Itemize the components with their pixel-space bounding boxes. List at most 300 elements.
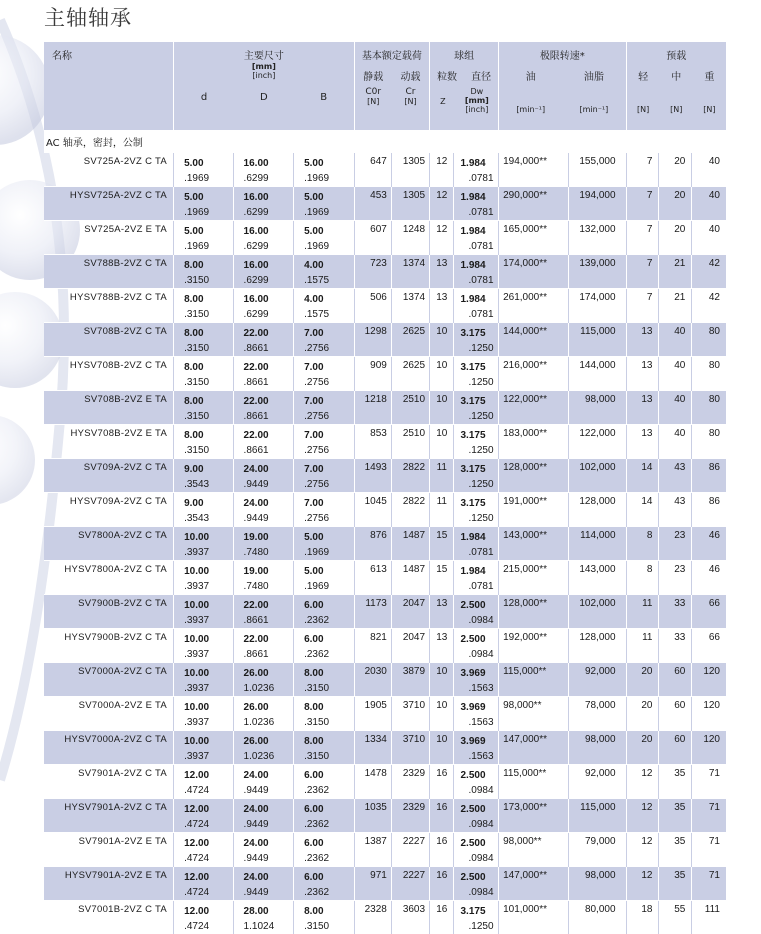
cell-preload-heavy: 80 xyxy=(692,323,726,357)
cell-bearing-name: SV7900B-2VZ C TA xyxy=(44,595,174,629)
cell-B: 7.00 .2756 xyxy=(294,323,355,357)
cell-preload-medium: 21 xyxy=(659,289,692,323)
header-dynamic: 动载 xyxy=(392,68,429,83)
cell-preload-medium: 20 xyxy=(659,187,692,221)
cell-preload-medium: 35 xyxy=(659,833,692,867)
cell-d: 9.00 .3543 xyxy=(174,493,233,527)
cell-speed-oil: 144,000** xyxy=(499,323,569,357)
cell-c0r: 1387 xyxy=(354,833,391,867)
cell-d: 8.00 .3150 xyxy=(174,323,233,357)
cell-dw: 1.984 .0781 xyxy=(454,561,499,595)
header-main-dimensions: 主要尺寸 [mm] [inch] d D B xyxy=(174,42,355,130)
cell-speed-grease: 92,000 xyxy=(569,765,626,799)
cell-preload-light: 13 xyxy=(626,357,659,391)
cell-preload-light: 20 xyxy=(626,663,659,697)
cell-cr: 1248 xyxy=(391,221,429,255)
header-grease: 油脂 xyxy=(562,68,625,83)
header-load-rating: 基本额定载荷 静载 动载 C0r Cr [N] [N] xyxy=(354,42,429,130)
cell-bearing-name: SV709A-2VZ C TA xyxy=(44,459,174,493)
cell-preload-heavy: 120 xyxy=(692,663,726,697)
cell-dw: 3.175 .1250 xyxy=(454,425,499,459)
table-row xyxy=(44,187,726,221)
cell-B: 8.00 .3150 xyxy=(294,731,355,765)
cell-cr: 2047 xyxy=(391,595,429,629)
cell-d: 10.00 .3937 xyxy=(174,731,233,765)
table-row xyxy=(44,493,726,527)
cell-speed-oil: 128,000** xyxy=(499,595,569,629)
cell-B: 5.00 .1969 xyxy=(294,221,355,255)
cell-dw: 2.500 .0984 xyxy=(454,765,499,799)
cell-bearing-name: HYSV7800A-2VZ C TA xyxy=(44,561,174,595)
cell-speed-oil: 191,000** xyxy=(499,493,569,527)
table-row xyxy=(44,697,726,731)
table-row xyxy=(44,799,726,833)
cell-z: 16 xyxy=(430,867,454,901)
cell-dw: 2.500 .0984 xyxy=(454,867,499,901)
cell-D: 26.00 1.0236 xyxy=(233,731,294,765)
cell-bearing-name: HYSV7901A-2VZ C TA xyxy=(44,799,174,833)
table-row xyxy=(44,527,726,561)
cell-bearing-name: SV7000A-2VZ C TA xyxy=(44,663,174,697)
cell-z: 16 xyxy=(430,901,454,934)
cell-z: 12 xyxy=(430,153,454,187)
cell-speed-grease: 80,000 xyxy=(569,901,626,934)
cell-speed-grease: 194,000 xyxy=(569,187,626,221)
cell-D: 16.00 .6299 xyxy=(233,289,294,323)
cell-bearing-name: HYSV708B-2VZ C TA xyxy=(44,357,174,391)
cell-z: 10 xyxy=(430,391,454,425)
header-static: 静载 xyxy=(355,68,392,83)
cell-preload-light: 12 xyxy=(626,833,659,867)
cell-c0r: 853 xyxy=(354,425,391,459)
cell-d: 10.00 .3937 xyxy=(174,697,233,731)
cell-d: 12.00 .4724 xyxy=(174,799,233,833)
cell-B: 5.00 .1969 xyxy=(294,153,355,187)
cell-preload-light: 7 xyxy=(626,187,659,221)
cell-speed-grease: 132,000 xyxy=(569,221,626,255)
cell-z: 15 xyxy=(430,561,454,595)
cell-speed-oil: 261,000** xyxy=(499,289,569,323)
header-oil: 油 xyxy=(499,68,562,83)
category-row xyxy=(44,130,726,153)
header-cr: Cr xyxy=(392,87,429,97)
cell-z: 10 xyxy=(430,357,454,391)
cell-z: 12 xyxy=(430,221,454,255)
cell-d: 8.00 .3150 xyxy=(174,391,233,425)
cell-cr: 3879 xyxy=(391,663,429,697)
cell-dw: 3.175 .1250 xyxy=(454,391,499,425)
cell-speed-grease: 122,000 xyxy=(569,425,626,459)
cell-preload-light: 20 xyxy=(626,697,659,731)
header-ball-count: 粒数 xyxy=(430,68,464,83)
cell-D: 22.00 .8661 xyxy=(233,357,294,391)
cell-c0r: 821 xyxy=(354,629,391,663)
cell-d: 8.00 .3150 xyxy=(174,357,233,391)
cell-preload-light: 7 xyxy=(626,289,659,323)
cell-dw: 3.969 .1563 xyxy=(454,731,499,765)
cell-preload-heavy: 40 xyxy=(692,221,726,255)
cell-preload-light: 11 xyxy=(626,595,659,629)
cell-speed-grease: 115,000 xyxy=(569,323,626,357)
cell-z: 13 xyxy=(430,289,454,323)
cell-preload-heavy: 40 xyxy=(692,153,726,187)
cell-c0r: 647 xyxy=(354,153,391,187)
cell-z: 15 xyxy=(430,527,454,561)
cell-preload-light: 12 xyxy=(626,765,659,799)
cell-preload-heavy: 71 xyxy=(692,765,726,799)
cell-cr: 2329 xyxy=(391,799,429,833)
cell-z: 10 xyxy=(430,697,454,731)
cell-preload-medium: 33 xyxy=(659,629,692,663)
cell-preload-light: 13 xyxy=(626,323,659,357)
cell-D: 22.00 .8661 xyxy=(233,323,294,357)
cell-B: 6.00 .2362 xyxy=(294,833,355,867)
cell-preload-heavy: 42 xyxy=(692,255,726,289)
cell-cr: 1487 xyxy=(391,527,429,561)
cell-c0r: 607 xyxy=(354,221,391,255)
header-heavy: 重 xyxy=(693,68,726,83)
cell-preload-light: 14 xyxy=(626,493,659,527)
cell-B: 8.00 .3150 xyxy=(294,697,355,731)
cell-bearing-name: HYSV7901A-2VZ E TA xyxy=(44,867,174,901)
cell-preload-light: 14 xyxy=(626,459,659,493)
table-header-row xyxy=(44,42,726,130)
cell-bearing-name: HYSV7000A-2VZ C TA xyxy=(44,731,174,765)
cell-dw: 3.969 .1563 xyxy=(454,697,499,731)
cell-preload-heavy: 66 xyxy=(692,629,726,663)
cell-z: 13 xyxy=(430,255,454,289)
cell-preload-heavy: 66 xyxy=(692,595,726,629)
table-row xyxy=(44,323,726,357)
cell-speed-oil: 143,000** xyxy=(499,527,569,561)
cell-dw: 1.984 .0781 xyxy=(454,255,499,289)
cell-dw: 1.984 .0781 xyxy=(454,289,499,323)
cell-cr: 2510 xyxy=(391,425,429,459)
cell-speed-grease: 78,000 xyxy=(569,697,626,731)
cell-bearing-name: HYSV708B-2VZ E TA xyxy=(44,425,174,459)
table-row xyxy=(44,391,726,425)
cell-cr: 2822 xyxy=(391,459,429,493)
cell-d: 10.00 .3937 xyxy=(174,629,233,663)
cell-D: 26.00 1.0236 xyxy=(233,697,294,731)
cell-preload-heavy: 80 xyxy=(692,357,726,391)
cell-speed-grease: 79,000 xyxy=(569,833,626,867)
bearing-spec-table xyxy=(44,42,726,934)
table-row xyxy=(44,357,726,391)
table-row xyxy=(44,289,726,323)
cell-dw: 2.500 .0984 xyxy=(454,833,499,867)
cell-bearing-name: SV7800A-2VZ C TA xyxy=(44,527,174,561)
cell-bearing-name: SV708B-2VZ C TA xyxy=(44,323,174,357)
cell-z: 10 xyxy=(430,323,454,357)
category-label: AC 轴承，密封，公制 xyxy=(44,130,726,153)
cell-d: 5.00 .1969 xyxy=(174,221,233,255)
cell-cr: 2227 xyxy=(391,867,429,901)
cell-speed-grease: 102,000 xyxy=(569,459,626,493)
table-row xyxy=(44,663,726,697)
cell-cr: 3710 xyxy=(391,731,429,765)
cell-d: 10.00 .3937 xyxy=(174,561,233,595)
cell-speed-oil: 115,000** xyxy=(499,765,569,799)
cell-c0r: 971 xyxy=(354,867,391,901)
header-col-D: D xyxy=(234,92,294,103)
cell-preload-light: 11 xyxy=(626,629,659,663)
cell-speed-oil: 290,000** xyxy=(499,187,569,221)
cell-B: 7.00 .2756 xyxy=(294,425,355,459)
cell-cr: 3603 xyxy=(391,901,429,934)
cell-cr: 2510 xyxy=(391,391,429,425)
header-medium: 中 xyxy=(660,68,693,83)
cell-c0r: 1045 xyxy=(354,493,391,527)
cell-D: 24.00 .9449 xyxy=(233,459,294,493)
cell-z: 16 xyxy=(430,799,454,833)
cell-cr: 3710 xyxy=(391,697,429,731)
cell-D: 16.00 .6299 xyxy=(233,187,294,221)
cell-c0r: 909 xyxy=(354,357,391,391)
cell-d: 12.00 .4724 xyxy=(174,765,233,799)
cell-speed-grease: 144,000 xyxy=(569,357,626,391)
cell-preload-medium: 20 xyxy=(659,153,692,187)
cell-B: 5.00 .1969 xyxy=(294,561,355,595)
cell-preload-light: 13 xyxy=(626,425,659,459)
cell-cr: 2227 xyxy=(391,833,429,867)
header-col-B: B xyxy=(294,92,354,103)
cell-cr: 1374 xyxy=(391,289,429,323)
cell-dw: 2.500 .0984 xyxy=(454,799,499,833)
table-row xyxy=(44,867,726,901)
cell-preload-heavy: 42 xyxy=(692,289,726,323)
cell-cr: 2329 xyxy=(391,765,429,799)
cell-preload-medium: 35 xyxy=(659,867,692,901)
table-row xyxy=(44,901,726,934)
cell-c0r: 1905 xyxy=(354,697,391,731)
cell-D: 16.00 .6299 xyxy=(233,153,294,187)
cell-speed-oil: 128,000** xyxy=(499,459,569,493)
table-row xyxy=(44,595,726,629)
header-preload: 预载 轻 中 重 [N] [N] [N] xyxy=(626,42,726,130)
cell-D: 19.00 .7480 xyxy=(233,527,294,561)
cell-d: 9.00 .3543 xyxy=(174,459,233,493)
cell-B: 5.00 .1969 xyxy=(294,187,355,221)
cell-bearing-name: SV788B-2VZ C TA xyxy=(44,255,174,289)
cell-d: 12.00 .4724 xyxy=(174,901,233,934)
cell-B: 7.00 .2756 xyxy=(294,391,355,425)
cell-speed-oil: 98,000** xyxy=(499,833,569,867)
cell-B: 4.00 .1575 xyxy=(294,289,355,323)
cell-B: 6.00 .2362 xyxy=(294,799,355,833)
cell-speed-grease: 92,000 xyxy=(569,663,626,697)
table-row xyxy=(44,221,726,255)
cell-preload-light: 7 xyxy=(626,255,659,289)
cell-speed-grease: 139,000 xyxy=(569,255,626,289)
cell-preload-medium: 23 xyxy=(659,527,692,561)
cell-preload-heavy: 80 xyxy=(692,391,726,425)
cell-speed-oil: 122,000** xyxy=(499,391,569,425)
cell-dw: 1.984 .0781 xyxy=(454,221,499,255)
cell-preload-heavy: 86 xyxy=(692,459,726,493)
cell-c0r: 2328 xyxy=(354,901,391,934)
table-row xyxy=(44,561,726,595)
cell-B: 7.00 .2756 xyxy=(294,357,355,391)
cell-B: 5.00 .1969 xyxy=(294,527,355,561)
cell-dw: 3.175 .1250 xyxy=(454,323,499,357)
cell-preload-medium: 40 xyxy=(659,425,692,459)
cell-speed-grease: 98,000 xyxy=(569,391,626,425)
cell-preload-medium: 40 xyxy=(659,323,692,357)
cell-c0r: 876 xyxy=(354,527,391,561)
cell-speed-oil: 115,000** xyxy=(499,663,569,697)
table-row xyxy=(44,255,726,289)
cell-z: 12 xyxy=(430,187,454,221)
header-col-d: d xyxy=(174,92,234,103)
cell-z: 10 xyxy=(430,731,454,765)
cell-speed-grease: 102,000 xyxy=(569,595,626,629)
cell-dw: 2.500 .0984 xyxy=(454,595,499,629)
cell-z: 16 xyxy=(430,833,454,867)
cell-preload-medium: 40 xyxy=(659,357,692,391)
cell-bearing-name: SV7001B-2VZ C TA xyxy=(44,901,174,934)
cell-d: 8.00 .3150 xyxy=(174,425,233,459)
cell-speed-oil: 147,000** xyxy=(499,867,569,901)
cell-z: 16 xyxy=(430,765,454,799)
cell-B: 6.00 .2362 xyxy=(294,765,355,799)
cell-preload-heavy: 71 xyxy=(692,799,726,833)
cell-dw: 3.175 .1250 xyxy=(454,459,499,493)
cell-c0r: 1035 xyxy=(354,799,391,833)
cell-d: 5.00 .1969 xyxy=(174,187,233,221)
cell-speed-oil: 215,000** xyxy=(499,561,569,595)
cell-speed-grease: 128,000 xyxy=(569,629,626,663)
cell-speed-grease: 98,000 xyxy=(569,731,626,765)
cell-d: 10.00 .3937 xyxy=(174,663,233,697)
cell-speed-oil: 101,000** xyxy=(499,901,569,934)
cell-D: 22.00 .8661 xyxy=(233,629,294,663)
cell-D: 16.00 .6299 xyxy=(233,221,294,255)
cell-D: 22.00 .8661 xyxy=(233,595,294,629)
cell-cr: 2625 xyxy=(391,357,429,391)
cell-cr: 1305 xyxy=(391,153,429,187)
header-c0r: C0r xyxy=(355,87,392,97)
cell-bearing-name: HYSV725A-2VZ C TA xyxy=(44,187,174,221)
cell-z: 10 xyxy=(430,663,454,697)
cell-c0r: 1493 xyxy=(354,459,391,493)
cell-speed-oil: 147,000** xyxy=(499,731,569,765)
cell-speed-grease: 114,000 xyxy=(569,527,626,561)
cell-cr: 1305 xyxy=(391,187,429,221)
cell-D: 22.00 .8661 xyxy=(233,391,294,425)
cell-c0r: 1478 xyxy=(354,765,391,799)
cell-c0r: 1173 xyxy=(354,595,391,629)
cell-D: 24.00 .9449 xyxy=(233,867,294,901)
cell-c0r: 2030 xyxy=(354,663,391,697)
cell-preload-medium: 35 xyxy=(659,765,692,799)
cell-speed-oil: 192,000** xyxy=(499,629,569,663)
cell-preload-heavy: 120 xyxy=(692,731,726,765)
cell-D: 24.00 .9449 xyxy=(233,765,294,799)
cell-preload-light: 12 xyxy=(626,867,659,901)
cell-preload-heavy: 71 xyxy=(692,867,726,901)
cell-preload-medium: 43 xyxy=(659,459,692,493)
cell-preload-medium: 55 xyxy=(659,901,692,934)
table-row xyxy=(44,833,726,867)
cell-bearing-name: SV7000A-2VZ E TA xyxy=(44,697,174,731)
cell-cr: 1374 xyxy=(391,255,429,289)
cell-c0r: 1334 xyxy=(354,731,391,765)
cell-z: 13 xyxy=(430,629,454,663)
cell-dw: 1.984 .0781 xyxy=(454,527,499,561)
page-title: 主轴轴承 xyxy=(44,2,132,32)
table-row xyxy=(44,425,726,459)
cell-preload-medium: 35 xyxy=(659,799,692,833)
cell-bearing-name: HYSV709A-2VZ C TA xyxy=(44,493,174,527)
cell-preload-heavy: 71 xyxy=(692,833,726,867)
cell-z: 11 xyxy=(430,459,454,493)
cell-preload-medium: 60 xyxy=(659,731,692,765)
cell-preload-light: 18 xyxy=(626,901,659,934)
cell-speed-grease: 115,000 xyxy=(569,799,626,833)
cell-preload-medium: 33 xyxy=(659,595,692,629)
cell-preload-light: 8 xyxy=(626,561,659,595)
cell-preload-medium: 43 xyxy=(659,493,692,527)
cell-c0r: 723 xyxy=(354,255,391,289)
table-row xyxy=(44,459,726,493)
cell-preload-heavy: 80 xyxy=(692,425,726,459)
cell-d: 12.00 .4724 xyxy=(174,867,233,901)
cell-cr: 1487 xyxy=(391,561,429,595)
cell-c0r: 1298 xyxy=(354,323,391,357)
cell-bearing-name: SV7901A-2VZ E TA xyxy=(44,833,174,867)
cell-D: 16.00 .6299 xyxy=(233,255,294,289)
cell-speed-oil: 174,000** xyxy=(499,255,569,289)
cell-D: 26.00 1.0236 xyxy=(233,663,294,697)
cell-D: 28.00 1.1024 xyxy=(233,901,294,934)
cell-B: 7.00 .2756 xyxy=(294,459,355,493)
header-name: 名称 xyxy=(44,42,174,130)
cell-c0r: 613 xyxy=(354,561,391,595)
cell-dw: 3.175 .1250 xyxy=(454,357,499,391)
cell-dw: 3.175 .1250 xyxy=(454,901,499,934)
cell-z: 11 xyxy=(430,493,454,527)
cell-dw: 1.984 .0781 xyxy=(454,187,499,221)
cell-speed-grease: 143,000 xyxy=(569,561,626,595)
cell-dw: 2.500 .0984 xyxy=(454,629,499,663)
cell-preload-light: 8 xyxy=(626,527,659,561)
cell-dw: 3.969 .1563 xyxy=(454,663,499,697)
cell-speed-oil: 183,000** xyxy=(499,425,569,459)
header-light: 轻 xyxy=(627,68,660,83)
cell-B: 4.00 .1575 xyxy=(294,255,355,289)
cell-preload-light: 7 xyxy=(626,221,659,255)
cell-B: 8.00 .3150 xyxy=(294,901,355,934)
cell-B: 8.00 .3150 xyxy=(294,663,355,697)
cell-B: 6.00 .2362 xyxy=(294,595,355,629)
cell-d: 12.00 .4724 xyxy=(174,833,233,867)
cell-preload-heavy: 46 xyxy=(692,561,726,595)
cell-c0r: 1218 xyxy=(354,391,391,425)
cell-bearing-name: HYSV7900B-2VZ C TA xyxy=(44,629,174,663)
cell-preload-heavy: 120 xyxy=(692,697,726,731)
cell-z: 13 xyxy=(430,595,454,629)
cell-d: 8.00 .3150 xyxy=(174,289,233,323)
cell-bearing-name: SV725A-2VZ E TA xyxy=(44,221,174,255)
cell-bearing-name: SV708B-2VZ E TA xyxy=(44,391,174,425)
cell-bearing-name: SV725A-2VZ C TA xyxy=(44,153,174,187)
cell-speed-grease: 98,000 xyxy=(569,867,626,901)
cell-cr: 2625 xyxy=(391,323,429,357)
cell-preload-medium: 60 xyxy=(659,663,692,697)
cell-cr: 2047 xyxy=(391,629,429,663)
cell-preload-medium: 21 xyxy=(659,255,692,289)
